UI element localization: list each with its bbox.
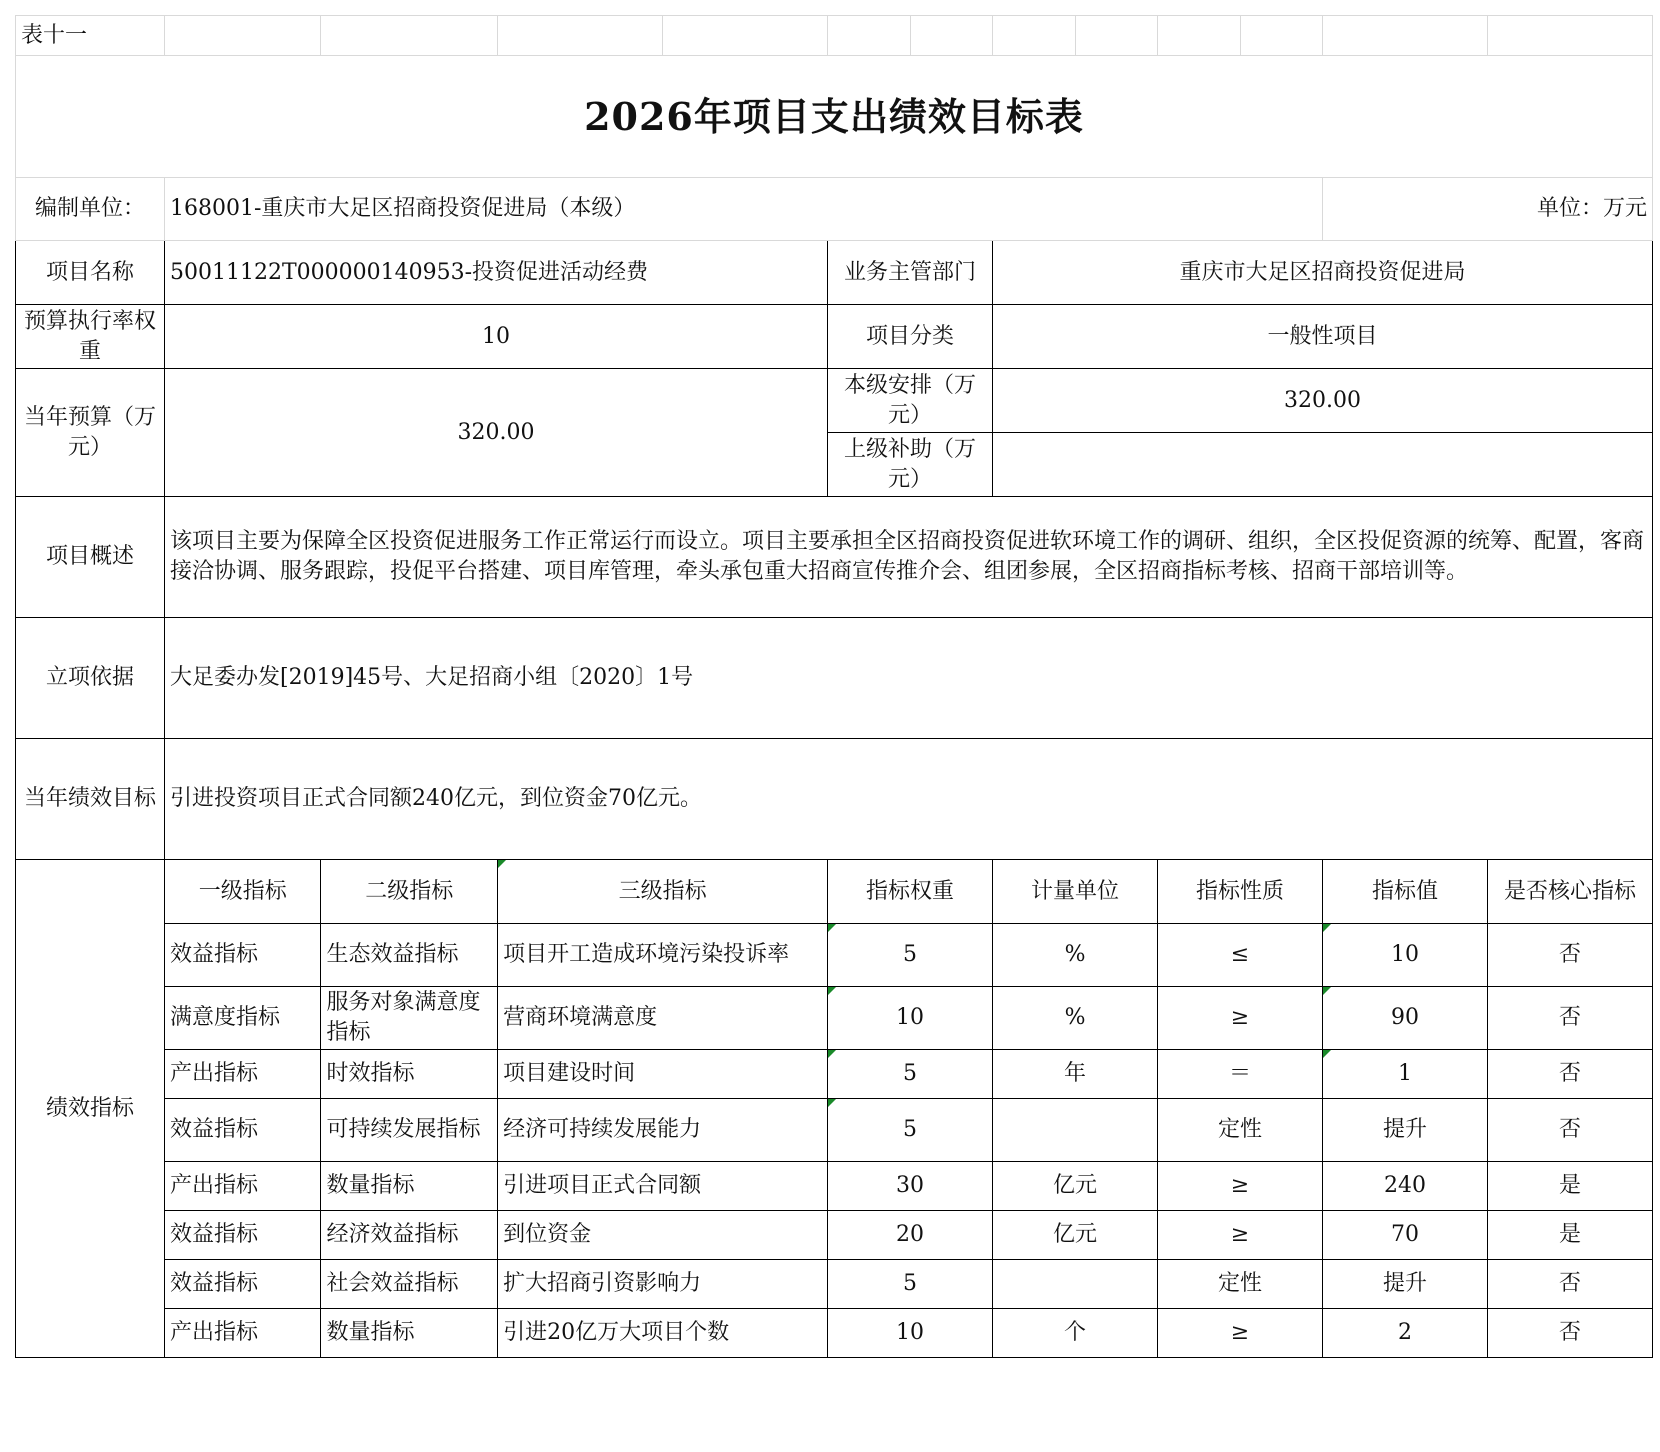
local-funds-value: 320.00	[993, 369, 1653, 433]
indicator-level3: 营商环境满意度	[498, 987, 828, 1050]
indicator-row	[16, 924, 1653, 987]
indicator-weight: 5	[828, 1260, 993, 1309]
page-title: 2026年项目支出绩效目标表	[16, 56, 1653, 178]
indicator-level3: 经济可持续发展能力	[498, 1099, 828, 1162]
indicator-level3: 项目建设时间	[498, 1050, 828, 1099]
indicator-row	[16, 987, 1653, 1050]
indicator-level3: 扩大招商引资影响力	[498, 1260, 828, 1309]
indicator-core: 是	[1487, 1162, 1652, 1211]
indicator-unit: 亿元	[993, 1211, 1158, 1260]
currency-unit: 单位：万元	[1322, 178, 1652, 241]
indicator-core: 否	[1487, 1050, 1652, 1099]
indicator-weight: 5	[828, 1099, 993, 1162]
indicator-value: 提升	[1322, 1260, 1487, 1309]
dept-value: 重庆市大足区招商投资促进局	[993, 241, 1653, 305]
weight-value: 10	[165, 305, 828, 369]
indicator-value: 240	[1322, 1162, 1487, 1211]
indicator-level1: 产出指标	[165, 1050, 321, 1099]
indicator-nature: 定性	[1158, 1260, 1323, 1309]
indicator-value: 10	[1322, 924, 1487, 987]
indicator-weight: 10	[828, 1309, 993, 1358]
unit-row	[16, 178, 1653, 241]
indicator-unit: %	[993, 924, 1158, 987]
local-funds-label: 本级安排（万元）	[828, 369, 993, 433]
indicator-nature: ≤	[1158, 924, 1323, 987]
header-unit: 计量单位	[993, 860, 1158, 924]
indicator-level1: 满意度指标	[165, 987, 321, 1050]
upper-funds-label: 上级补助（万元）	[828, 433, 993, 497]
sheet-label-row	[16, 16, 1653, 56]
indicator-nature: ≥	[1158, 1211, 1323, 1260]
indicator-level3: 到位资金	[498, 1211, 828, 1260]
indicator-level2: 经济效益指标	[321, 1211, 498, 1260]
indicator-nature: ≥	[1158, 1309, 1323, 1358]
goal-label: 当年绩效目标	[16, 739, 165, 860]
indicator-level2: 服务对象满意度指标	[321, 987, 498, 1050]
header-level3: 三级指标	[498, 860, 828, 924]
compiling-unit-value: 168001-重庆市大足区招商投资促进局（本级）	[165, 178, 1323, 241]
indicator-core: 否	[1487, 924, 1652, 987]
indicator-weight: 30	[828, 1162, 993, 1211]
indicator-level2: 生态效益指标	[321, 924, 498, 987]
header-nature: 指标性质	[1158, 860, 1323, 924]
indicator-row	[16, 1309, 1653, 1358]
indicator-unit: %	[993, 987, 1158, 1050]
weight-row	[16, 305, 1653, 369]
header-level1: 一级指标	[165, 860, 321, 924]
sheet-label: 表十一	[16, 16, 165, 56]
indicator-value: 70	[1322, 1211, 1487, 1260]
category-value: 一般性项目	[993, 305, 1653, 369]
overview-label: 项目概述	[16, 497, 165, 618]
indicator-unit	[993, 1099, 1158, 1162]
indicator-weight: 5	[828, 924, 993, 987]
project-name-value: 50011122T000000140953-投资促进活动经费	[165, 241, 828, 305]
title-row	[16, 56, 1653, 178]
basis-text: 大足委办发[2019]45号、大足招商小组〔2020〕1号	[165, 618, 1653, 739]
compiling-unit-label: 编制单位：	[16, 178, 165, 241]
indicator-level1: 效益指标	[165, 1260, 321, 1309]
indicator-unit: 亿元	[993, 1162, 1158, 1211]
indicator-value: 1	[1322, 1050, 1487, 1099]
indicator-nature: ≥	[1158, 987, 1323, 1050]
indicator-level1: 产出指标	[165, 1162, 321, 1211]
project-name-row	[16, 241, 1653, 305]
project-name-label: 项目名称	[16, 241, 165, 305]
indicator-level1: 效益指标	[165, 1099, 321, 1162]
indicator-nature: 定性	[1158, 1099, 1323, 1162]
goal-row	[16, 739, 1653, 860]
indicator-row	[16, 1162, 1653, 1211]
indicator-row	[16, 1050, 1653, 1099]
indicator-level1: 效益指标	[165, 1211, 321, 1260]
performance-target-sheet	[15, 15, 1653, 1440]
indicator-weight: 10	[828, 987, 993, 1050]
indicator-level2: 社会效益指标	[321, 1260, 498, 1309]
performance-table	[15, 15, 1653, 1358]
upper-funds-value	[993, 433, 1653, 497]
indicator-unit	[993, 1260, 1158, 1309]
indicator-value: 提升	[1322, 1099, 1487, 1162]
indicator-unit: 年	[993, 1050, 1158, 1099]
indicator-level2: 可持续发展指标	[321, 1099, 498, 1162]
indicator-weight: 20	[828, 1211, 993, 1260]
indicator-row	[16, 1260, 1653, 1309]
indicator-core: 否	[1487, 1099, 1652, 1162]
header-core: 是否核心指标	[1487, 860, 1652, 924]
header-value: 指标值	[1322, 860, 1487, 924]
budget-label: 当年预算（万元）	[16, 369, 165, 497]
indicator-level2: 数量指标	[321, 1309, 498, 1358]
basis-label: 立项依据	[16, 618, 165, 739]
indicator-value: 90	[1322, 987, 1487, 1050]
budget-row	[16, 369, 1653, 433]
goal-text: 引进投资项目正式合同额240亿元，到位资金70亿元。	[165, 739, 1653, 860]
indicator-core: 是	[1487, 1211, 1652, 1260]
header-weight: 指标权重	[828, 860, 993, 924]
indicator-level1: 效益指标	[165, 924, 321, 987]
overview-row	[16, 497, 1653, 618]
weight-label: 预算执行率权重	[16, 305, 165, 369]
indicators-label: 绩效指标	[16, 860, 165, 1358]
indicator-level3: 项目开工造成环境污染投诉率	[498, 924, 828, 987]
indicator-row	[16, 1099, 1653, 1162]
indicator-row	[16, 1211, 1653, 1260]
indicator-level3: 引进项目正式合同额	[498, 1162, 828, 1211]
indicator-core: 否	[1487, 1260, 1652, 1309]
indicator-core: 否	[1487, 1309, 1652, 1358]
indicator-weight: 5	[828, 1050, 993, 1099]
budget-value: 320.00	[165, 369, 828, 497]
indicator-level2: 数量指标	[321, 1162, 498, 1211]
indicator-level1: 产出指标	[165, 1309, 321, 1358]
indicator-core: 否	[1487, 987, 1652, 1050]
category-label: 项目分类	[828, 305, 993, 369]
indicator-value: 2	[1322, 1309, 1487, 1358]
basis-row	[16, 618, 1653, 739]
indicator-level3: 引进20亿万大项目个数	[498, 1309, 828, 1358]
header-level2: 二级指标	[321, 860, 498, 924]
indicator-level2: 时效指标	[321, 1050, 498, 1099]
indicator-nature: ≥	[1158, 1162, 1323, 1211]
indicator-header-row	[16, 860, 1653, 924]
dept-label: 业务主管部门	[828, 241, 993, 305]
indicator-unit: 个	[993, 1309, 1158, 1358]
indicator-nature: ＝	[1158, 1050, 1323, 1099]
overview-text: 该项目主要为保障全区投资促进服务工作正常运行而设立。项目主要承担全区招商投资促进软环境工作的调研、组织，全区投促资源的统筹、配置，客商接洽协调、服务跟踪，投促平台搭建、项目库管理，牵头承包重大招商宣传推介会、组团参展，全区招商指标考核、招商干部培训等。	[165, 497, 1653, 618]
